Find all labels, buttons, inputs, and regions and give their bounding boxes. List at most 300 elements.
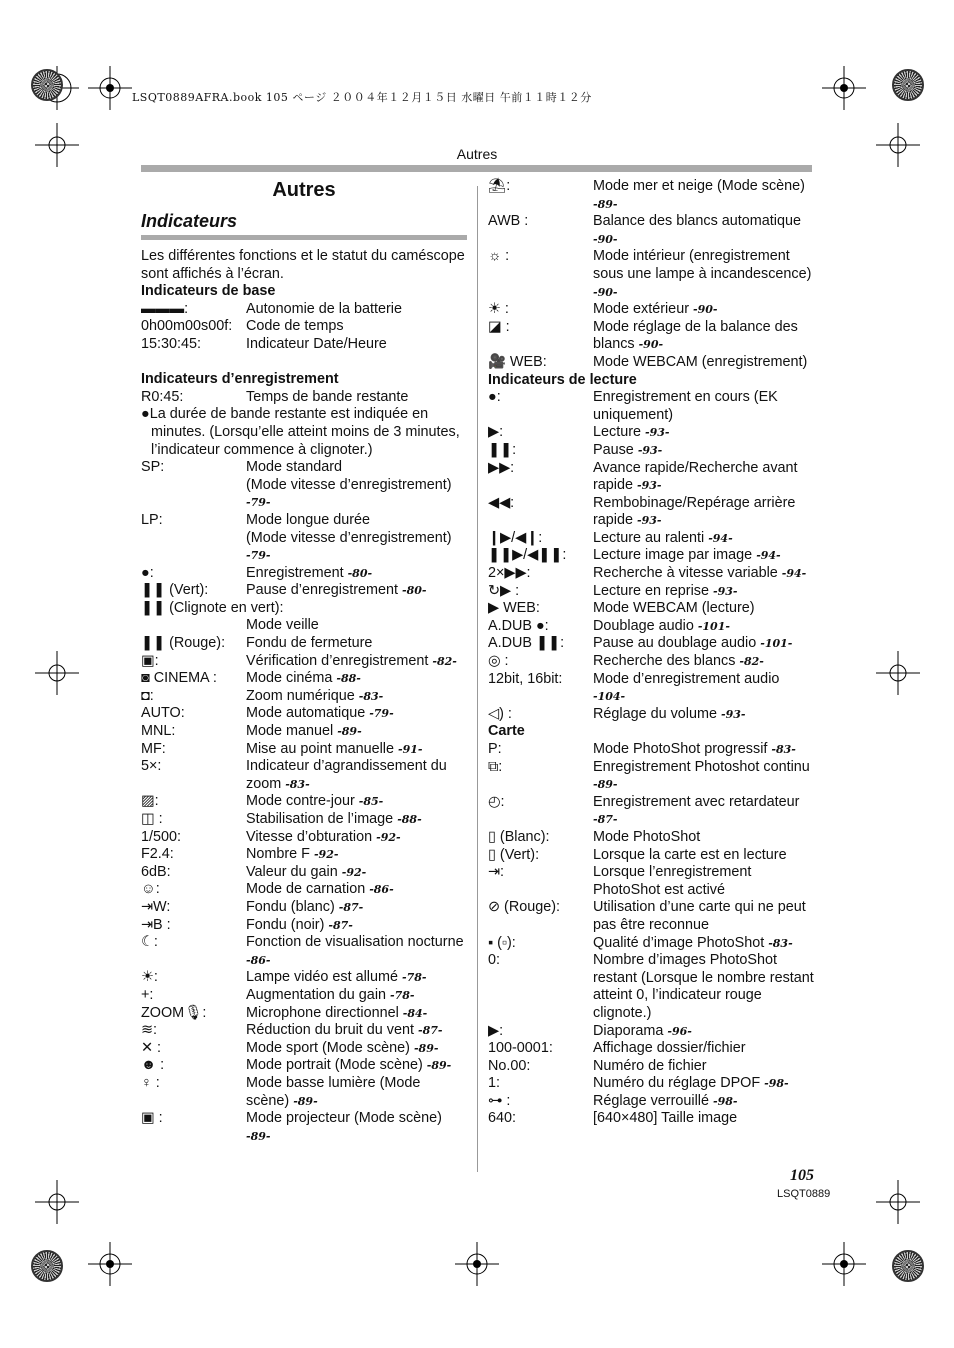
indicator-description bbox=[593, 301, 814, 319]
indicator-row bbox=[488, 583, 814, 601]
indicator-row bbox=[141, 318, 467, 336]
description-text: Mode projecteur (Mode scène) bbox=[246, 1110, 442, 1127]
page-reference: -104- bbox=[593, 690, 626, 704]
indicator-row bbox=[488, 301, 814, 319]
indicator-description bbox=[246, 934, 467, 969]
indicator-symbol: ☺: bbox=[141, 881, 160, 898]
indicator-row bbox=[488, 178, 814, 213]
indicator-row bbox=[141, 600, 467, 618]
indicator-symbol: ▯ (Vert): bbox=[488, 846, 540, 863]
indicator-symbol: R0:45: bbox=[141, 388, 184, 405]
indicator-row bbox=[141, 336, 467, 354]
indicator-row bbox=[141, 741, 467, 759]
indicator-row bbox=[141, 653, 467, 671]
indicator-row bbox=[488, 460, 814, 495]
indicator-row bbox=[488, 706, 814, 724]
indicator-description bbox=[593, 653, 814, 671]
indicator-symbol: 15:30:45: bbox=[141, 335, 202, 352]
description-text: Affichage dossier/fichier bbox=[593, 1040, 746, 1057]
page-reference: -94- bbox=[708, 531, 733, 545]
indicator-symbol: 6dB: bbox=[141, 863, 171, 880]
indicator-description bbox=[246, 811, 467, 829]
registration-mark-icon bbox=[822, 1242, 866, 1286]
subsection-heading: Carte bbox=[488, 723, 525, 740]
indicator-symbol: LP: bbox=[141, 511, 163, 528]
indicator-row bbox=[141, 617, 467, 635]
page-reference: -84- bbox=[402, 1006, 428, 1020]
indicator-symbol: A.DUB ❚❚: bbox=[488, 635, 565, 652]
page-reference: -88- bbox=[397, 813, 422, 826]
indicator-description bbox=[593, 671, 814, 706]
indicator-description bbox=[246, 846, 467, 864]
indicator-description bbox=[593, 1093, 814, 1111]
page-reference: -89- bbox=[246, 1129, 271, 1143]
indicator-description bbox=[246, 829, 467, 847]
indicator-description bbox=[593, 864, 814, 899]
indicator-row bbox=[141, 635, 467, 653]
indicator-row bbox=[488, 495, 814, 530]
page-reference: -87- bbox=[338, 900, 364, 914]
indicator-row bbox=[488, 424, 814, 442]
indicator-symbol: 🎥 WEB: bbox=[488, 353, 547, 370]
indicator-row bbox=[141, 459, 467, 512]
page-reference: -93- bbox=[637, 479, 662, 493]
description-text: Numéro de fichier bbox=[593, 1057, 707, 1074]
indicator-symbol: 0: bbox=[488, 952, 501, 969]
description-text: Lampe vidéo est allumé bbox=[246, 969, 398, 986]
indicator-row bbox=[488, 1058, 814, 1076]
indicator-row bbox=[488, 935, 814, 953]
indicator-description bbox=[246, 864, 467, 882]
description-text: Indicateur Date/Heure bbox=[246, 335, 387, 352]
indicator-description bbox=[246, 301, 467, 319]
indicator-row bbox=[488, 600, 814, 618]
indicator-row bbox=[141, 899, 467, 917]
indicator-row bbox=[488, 671, 814, 706]
subsection-heading: Indicateurs de lecture bbox=[488, 371, 637, 388]
indicator-symbol: ❙▶/◀❙: bbox=[488, 529, 543, 546]
description-text: Qualité d’image PhotoShot bbox=[593, 934, 765, 951]
page-reference: -93- bbox=[645, 426, 670, 440]
description-text: Réduction du bruit du vent bbox=[246, 1022, 415, 1039]
indicator-symbol: SP: bbox=[141, 459, 165, 476]
spacer bbox=[141, 354, 467, 372]
description-text: Nombre F bbox=[246, 846, 310, 863]
page-reference: -80- bbox=[347, 566, 373, 580]
left-column bbox=[141, 178, 467, 1145]
indicator-description bbox=[246, 459, 467, 512]
indicator-row bbox=[488, 1023, 814, 1041]
description-text: Fondu (blanc) bbox=[246, 898, 335, 915]
indicator-symbol: ▨: bbox=[141, 793, 159, 810]
indicator-row bbox=[141, 1022, 467, 1040]
page-reference: -83- bbox=[768, 936, 793, 950]
registration-mark-icon bbox=[88, 1242, 132, 1286]
indicator-symbol: No.00: bbox=[488, 1057, 531, 1074]
indicator-description bbox=[593, 495, 814, 530]
indicator-symbol: ▶: bbox=[488, 424, 504, 441]
description-text: Lorsque la carte est en lecture bbox=[593, 846, 787, 863]
page-reference: -85- bbox=[358, 795, 384, 809]
description-text: Rembobinage/Repérage arrière rapide bbox=[593, 494, 796, 529]
description-text: Code de temps bbox=[246, 318, 344, 335]
indicator-description bbox=[593, 319, 814, 354]
indicator-symbol: AUTO: bbox=[141, 705, 185, 722]
indicator-symbol: ◘: bbox=[141, 687, 154, 704]
description-text: Mode automatique bbox=[246, 705, 366, 722]
indicator-symbol: 2×▶▶: bbox=[488, 565, 531, 582]
indicator-symbol: 640: bbox=[488, 1110, 517, 1127]
indicator-row bbox=[141, 829, 467, 847]
indicator-row bbox=[488, 847, 814, 865]
indicator-symbol: F2.4: bbox=[141, 846, 174, 863]
indicator-symbol: MNL: bbox=[141, 723, 176, 740]
indicator-row bbox=[488, 248, 814, 301]
indicator-symbol: ♀ : bbox=[141, 1074, 160, 1091]
description-text: Réglage verrouillé bbox=[593, 1092, 709, 1109]
indicator-description bbox=[593, 741, 814, 759]
indicator-row bbox=[488, 952, 814, 1022]
page-reference: -96- bbox=[667, 1024, 692, 1038]
description-text: Enregistrement avec retardateur bbox=[593, 793, 800, 810]
description-text: Microphone directionnel bbox=[246, 1004, 399, 1021]
indicator-row bbox=[141, 917, 467, 935]
indicator-row bbox=[488, 319, 814, 354]
subsection-heading: Indicateurs d’enregistrement bbox=[141, 371, 339, 388]
indicator-description bbox=[593, 1075, 814, 1093]
page-reference: -91- bbox=[398, 742, 423, 756]
color-bar-icon bbox=[892, 69, 924, 101]
document-code: LSQT0889 bbox=[777, 1188, 831, 1200]
indicator-description bbox=[246, 741, 467, 759]
indicator-description bbox=[593, 794, 814, 829]
page-reference: -89- bbox=[593, 778, 618, 792]
indicator-symbol: ⇥: bbox=[488, 864, 505, 881]
indicator-symbol: ▬▬▬: bbox=[141, 300, 189, 317]
indicator-symbol: P: bbox=[488, 741, 502, 757]
indicator-description bbox=[246, 600, 467, 618]
right-column bbox=[488, 178, 814, 1128]
description-text: Enregistrement Photoshot continu bbox=[593, 758, 810, 775]
indicator-symbol: ❚❚: bbox=[488, 441, 517, 458]
indicator-list bbox=[141, 283, 467, 1145]
description-text: Fonction de visualisation nocturne bbox=[246, 934, 464, 951]
indicator-row bbox=[488, 389, 814, 424]
header-rule bbox=[141, 165, 812, 172]
indicator-description bbox=[593, 706, 814, 724]
indicator-description bbox=[593, 1023, 814, 1041]
description-text: Numéro du réglage DPOF bbox=[593, 1075, 761, 1092]
description-text: Fondu (noir) bbox=[246, 916, 325, 933]
indicator-description bbox=[593, 547, 814, 565]
description-text: Lecture image par image bbox=[593, 547, 753, 564]
page-reference: -88- bbox=[336, 672, 361, 686]
description-text: Temps de bande restante bbox=[246, 388, 409, 405]
page-reference: -94- bbox=[756, 549, 781, 563]
indicator-symbol: 12bit, 16bit: bbox=[488, 670, 563, 687]
indicator-description bbox=[246, 969, 467, 987]
description-text: Mode contre-jour bbox=[246, 793, 355, 810]
page-reference: -93- bbox=[637, 514, 662, 528]
page-reference: -78- bbox=[390, 988, 415, 1002]
indicator-description bbox=[246, 617, 467, 635]
description-text: Augmentation du gain bbox=[246, 986, 387, 1003]
indicator-symbol: ▶▶: bbox=[488, 459, 515, 476]
page-reference: -90- bbox=[593, 285, 618, 299]
indicator-row bbox=[488, 829, 814, 847]
page-reference: -98- bbox=[713, 1094, 738, 1108]
indicator-row bbox=[141, 1110, 467, 1145]
page-reference: -89- bbox=[593, 197, 618, 211]
page-reference: -90- bbox=[593, 232, 618, 246]
indicator-description bbox=[593, 847, 814, 865]
indicator-description bbox=[593, 952, 814, 1022]
indicator-symbol: ☀: bbox=[141, 969, 158, 986]
indicator-row bbox=[488, 1110, 814, 1128]
description-text: Réglage du volume bbox=[593, 705, 717, 722]
page-reference: -83- bbox=[285, 777, 310, 791]
description-text: Mode intérieur (enregistrement sous une lampe à incandescence) bbox=[593, 248, 812, 282]
description-text: Autonomie de la batterie bbox=[246, 300, 402, 317]
description-text: Mode d’enregistrement audio bbox=[593, 670, 780, 687]
indicator-symbol: 1: bbox=[488, 1075, 501, 1092]
page-reference: -87- bbox=[418, 1024, 443, 1038]
indicator-row bbox=[141, 987, 467, 1005]
registration-mark-icon bbox=[88, 66, 132, 110]
indicator-symbol: ⛱: bbox=[488, 178, 511, 194]
indicator-symbol: ☀ : bbox=[488, 301, 509, 318]
description-text: Mode manuel bbox=[246, 723, 334, 740]
indicator-description bbox=[246, 1110, 467, 1145]
description-text: Mode réglage de la balance des blancs bbox=[593, 318, 798, 353]
indicator-row bbox=[488, 794, 814, 829]
indicator-row bbox=[141, 793, 467, 811]
description-text: Avance rapide/Recherche avant rapide bbox=[593, 459, 798, 494]
indicator-description bbox=[593, 213, 814, 248]
indicator-description bbox=[593, 635, 814, 653]
indicator-row bbox=[141, 723, 467, 741]
description-text: Enregistrement en cours (EK uniquement) bbox=[593, 389, 778, 423]
indicator-symbol: ◪ : bbox=[488, 318, 510, 335]
indicator-row bbox=[141, 389, 467, 407]
page-reference: -93- bbox=[721, 707, 746, 721]
indicator-row bbox=[141, 565, 467, 583]
indicator-row bbox=[488, 899, 814, 934]
indicator-row bbox=[141, 1040, 467, 1058]
indicator-description bbox=[593, 354, 814, 372]
indicator-symbol: ☼ : bbox=[488, 248, 510, 265]
indicator-symbol: ▶ WEB: bbox=[488, 600, 540, 617]
page-reference: -90- bbox=[638, 338, 664, 352]
indicator-row bbox=[488, 1040, 814, 1058]
indicator-row bbox=[141, 1005, 467, 1023]
indicator-description bbox=[246, 582, 467, 600]
indicator-description bbox=[593, 829, 814, 847]
description-text: Mode cinéma bbox=[246, 670, 333, 687]
indicator-description bbox=[246, 318, 467, 336]
description-text: Lecture au ralenti bbox=[593, 529, 705, 546]
page-reference: -87- bbox=[593, 813, 618, 827]
page-reference: -92- bbox=[376, 830, 401, 844]
indicator-symbol: ⊘ (Rouge): bbox=[488, 899, 561, 916]
description-text: Mode mer et neige (Mode scène) bbox=[593, 178, 805, 194]
description-text: Mode longue durée (Mode vitesse d’enregistrement) bbox=[246, 511, 452, 546]
indicator-row bbox=[141, 969, 467, 987]
indicator-symbol: 1/500: bbox=[141, 828, 182, 845]
description-text: Mode basse lumière (Mode scène) bbox=[246, 1074, 421, 1109]
indicator-row bbox=[141, 1075, 467, 1110]
color-bar-icon bbox=[31, 1250, 63, 1282]
indicator-symbol: ☾: bbox=[141, 934, 158, 951]
description-text: Lorsque l’enregistrement PhotoShot est activé bbox=[593, 864, 752, 898]
indicator-symbol: 5×: bbox=[141, 758, 162, 775]
page-reference: -78- bbox=[402, 971, 427, 985]
indicator-description bbox=[246, 758, 467, 793]
registration-mark-icon bbox=[822, 66, 866, 110]
page-reference: -87- bbox=[328, 918, 353, 932]
indicator-symbol: +: bbox=[141, 986, 154, 1003]
indicator-symbol: ▪ (▫): bbox=[488, 934, 516, 951]
indicator-description bbox=[593, 460, 814, 495]
page-reference: -89- bbox=[293, 1094, 318, 1108]
description-text: Recherche des blancs bbox=[593, 653, 736, 670]
indicator-row bbox=[488, 618, 814, 636]
indicator-description bbox=[593, 1110, 814, 1128]
indicator-row bbox=[488, 759, 814, 794]
registration-mark-icon bbox=[35, 651, 79, 695]
indicator-symbol: ◎ : bbox=[488, 653, 509, 670]
intro-text: Les différentes fonctions et le statut du caméscope sont affichés à l’écran. bbox=[141, 248, 465, 282]
page-reference: -90- bbox=[693, 303, 718, 317]
description-text: Pause d’enregistrement bbox=[246, 582, 398, 599]
page-reference: -83- bbox=[771, 743, 796, 756]
indicator-description bbox=[246, 723, 467, 741]
indicator-symbol: ❚❚▶/◀❚❚: bbox=[488, 547, 567, 564]
indicator-symbol: ≋: bbox=[141, 1022, 158, 1039]
indicator-row bbox=[141, 705, 467, 723]
indicator-symbol: 0h00m00s00f: bbox=[141, 318, 233, 335]
description-text: Lecture en reprise bbox=[593, 582, 709, 599]
indicator-description bbox=[593, 899, 814, 934]
registration-mark-icon bbox=[455, 1242, 499, 1286]
indicator-symbol: ↻▶ : bbox=[488, 582, 520, 599]
indicator-symbol: ◫ : bbox=[141, 811, 163, 827]
page-reference: -92- bbox=[313, 848, 339, 862]
bullet-note: ●La durée de bande restante est indiquée en minutes. (Lorsqu’elle atteint moins de 3 minutes, l’indicateur commence à clignoter.) bbox=[141, 406, 460, 458]
indicator-symbol: ✕ : bbox=[141, 1039, 162, 1056]
indicator-description bbox=[593, 1058, 814, 1076]
page-reference: -82- bbox=[739, 655, 764, 669]
description-text: Enregistrement bbox=[246, 564, 344, 581]
indicator-row bbox=[488, 635, 814, 653]
page-reference: -92- bbox=[341, 865, 367, 879]
indicator-symbol: AWB : bbox=[488, 213, 529, 230]
indicator-description bbox=[246, 881, 467, 899]
page-reference: -86- bbox=[246, 953, 271, 967]
indicator-symbol: ⇥W: bbox=[141, 898, 171, 915]
indicator-row bbox=[488, 565, 814, 583]
indicator-description bbox=[246, 1057, 467, 1075]
description-text: Fondu de fermeture bbox=[246, 635, 373, 652]
description-text: Utilisation d’une carte qui ne peut pas être reconnue bbox=[593, 899, 806, 933]
indicator-list bbox=[488, 178, 814, 1128]
indicator-symbol: ▯ (Blanc): bbox=[488, 828, 550, 845]
indicator-description bbox=[246, 917, 467, 935]
column-divider bbox=[477, 186, 478, 1172]
description-text: Valeur du gain bbox=[246, 863, 338, 880]
indicator-row bbox=[141, 811, 467, 829]
subsection-heading: Indicateurs de base bbox=[141, 283, 276, 300]
indicator-description bbox=[593, 618, 814, 636]
indicator-row bbox=[488, 213, 814, 248]
page-reference: -94- bbox=[781, 567, 807, 581]
indicator-description bbox=[246, 653, 467, 671]
indicator-description bbox=[246, 688, 467, 706]
description-text: Vitesse d’obturation bbox=[246, 828, 373, 845]
indicator-description bbox=[593, 935, 814, 953]
indicator-row bbox=[488, 547, 814, 565]
indicator-row bbox=[488, 442, 814, 460]
indicator-symbol: ⧉: bbox=[488, 758, 503, 775]
indicator-symbol: ◀◀: bbox=[488, 494, 515, 511]
page-reference: -89- bbox=[413, 1041, 439, 1055]
indicator-description bbox=[246, 336, 467, 354]
indicator-symbol: ZOOM🎙: bbox=[141, 1004, 207, 1021]
indicator-row bbox=[488, 1093, 814, 1111]
indicator-description bbox=[593, 600, 814, 618]
description-text: Mode portrait (Mode scène) bbox=[246, 1057, 423, 1074]
indicator-description bbox=[593, 178, 814, 213]
indicator-description bbox=[593, 583, 814, 601]
page-reference: -101- bbox=[760, 637, 793, 651]
running-header: Autres bbox=[456, 146, 498, 162]
indicator-symbol: ▣ : bbox=[141, 1110, 163, 1127]
indicator-description bbox=[246, 635, 467, 653]
indicator-description bbox=[246, 1005, 467, 1023]
description-text: Mode WEBCAM (enregistrement) bbox=[593, 353, 808, 370]
registration-mark-icon bbox=[876, 1180, 920, 1224]
description-text: Mise au point manuelle bbox=[246, 740, 394, 757]
indicator-description bbox=[593, 759, 814, 794]
indicator-row bbox=[141, 864, 467, 882]
description-text: Mode WEBCAM (lecture) bbox=[593, 600, 755, 617]
indicator-symbol: ❚❚ (Rouge): bbox=[141, 635, 226, 652]
print-header-line: LSQT0889AFRA.book 105 ページ ２００４年１２月１５日 水曜日 午前１１時１２分 bbox=[132, 91, 592, 104]
indicator-description bbox=[246, 793, 467, 811]
indicator-description bbox=[246, 899, 467, 917]
indicator-symbol: ▶: bbox=[488, 1022, 504, 1039]
indicator-description bbox=[593, 389, 814, 424]
indicator-symbol: ◙ CINEMA : bbox=[141, 670, 217, 687]
indicator-description bbox=[593, 424, 814, 442]
indicator-row bbox=[488, 530, 814, 548]
description-text: Mode PhotoShot progressif bbox=[593, 741, 768, 757]
indicator-symbol: 100-0001: bbox=[488, 1040, 553, 1057]
indicator-description bbox=[246, 1075, 467, 1110]
indicator-symbol: ❚❚ (Clignote en vert): bbox=[141, 599, 284, 616]
indicator-row bbox=[141, 512, 467, 565]
description-text: Indicateur d’agrandissement du zoom bbox=[246, 758, 447, 792]
description-text: Mode standard (Mode vitesse d’enregistrement) bbox=[246, 459, 452, 493]
indicator-description bbox=[593, 530, 814, 548]
indicator-row bbox=[141, 688, 467, 706]
description-text: Nombre d’images PhotoShot restant (Lorsque le nombre restant atteint 0, l’indicateur rouge clignote.) bbox=[593, 952, 814, 1021]
page-number: 105 bbox=[790, 1167, 814, 1184]
indicator-symbol: ▣: bbox=[141, 652, 159, 669]
indicator-description bbox=[246, 670, 467, 688]
page-reference: -93- bbox=[637, 443, 663, 457]
indicator-description bbox=[246, 512, 467, 565]
